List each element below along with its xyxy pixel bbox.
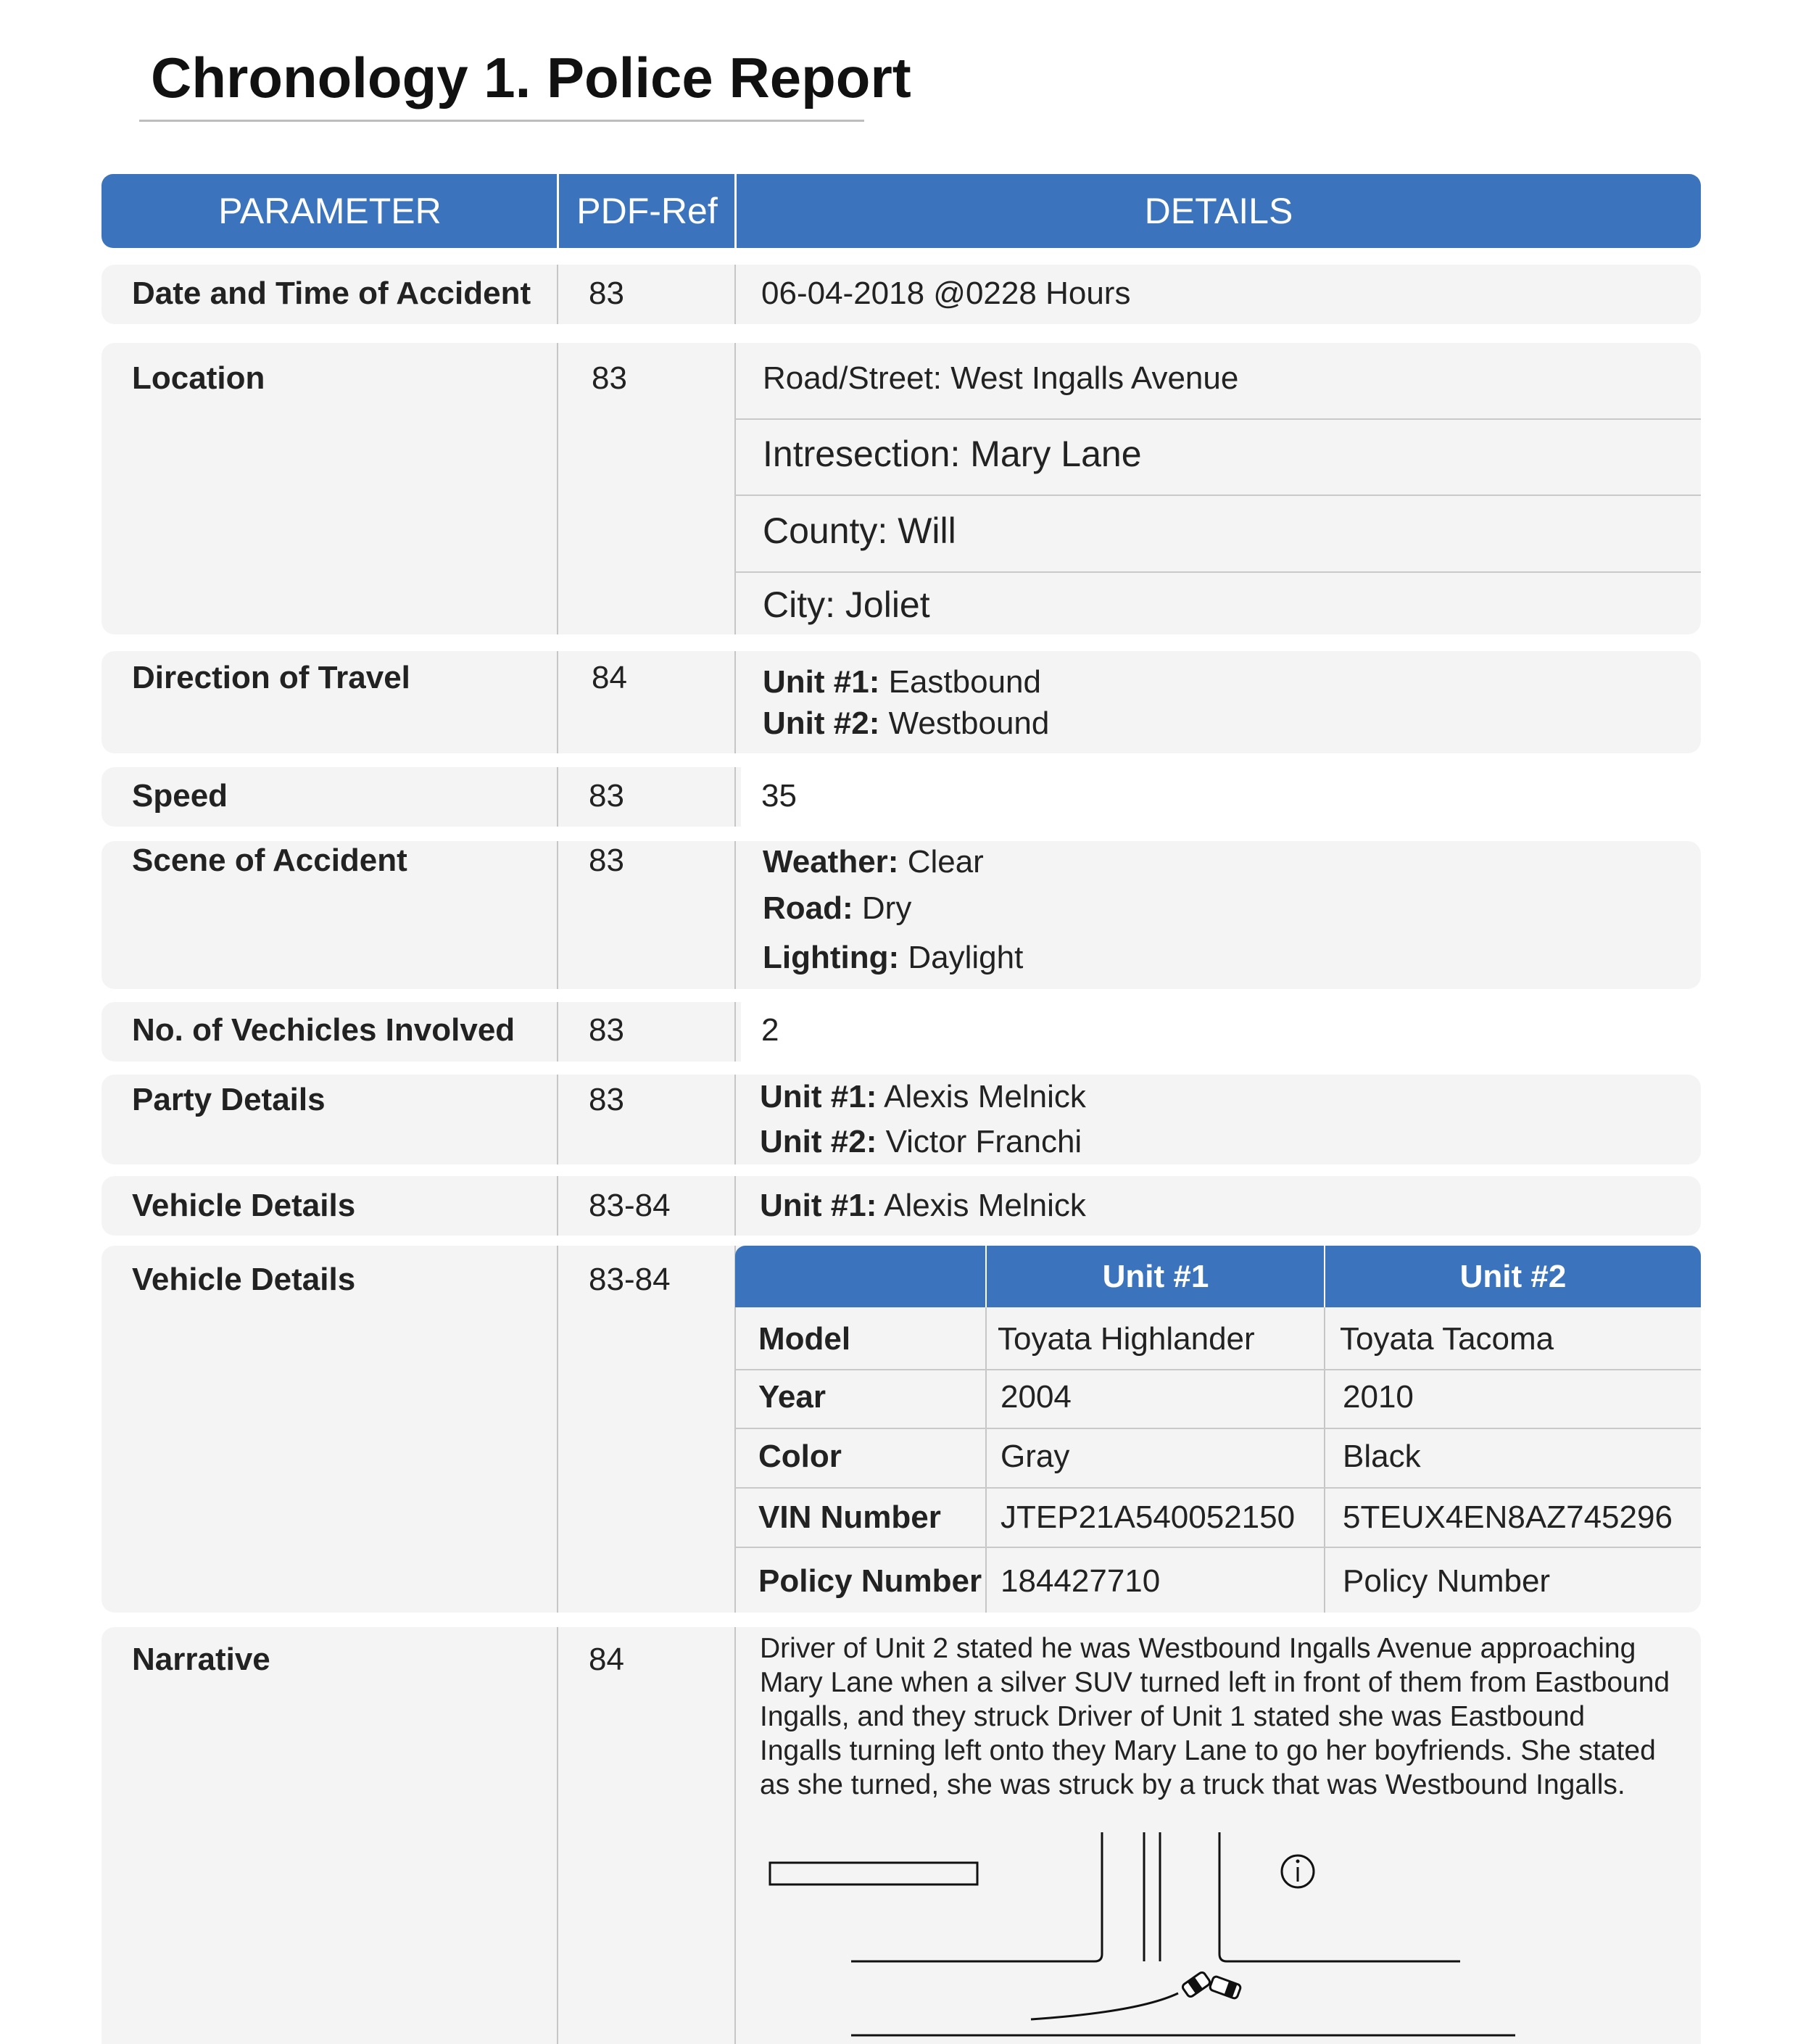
location-intersection: Intresection: Mary Lane [763, 434, 1142, 474]
color-unit2: Black [1343, 1439, 1421, 1474]
scene-road: Road: Dry [763, 890, 912, 926]
param-label: Location [132, 360, 265, 396]
param-label: Vehicle Details [132, 1188, 356, 1223]
policy-unit2: Policy Number [1343, 1563, 1551, 1599]
location-county: County: Will [763, 510, 956, 551]
color-unit1: Gray [1000, 1439, 1070, 1474]
table-header [102, 174, 1701, 248]
title-underline [139, 120, 864, 122]
pdf-ref: 84 [592, 660, 627, 695]
model-unit1: Toyata Highlander [998, 1321, 1255, 1357]
pdf-ref: 83 [589, 778, 624, 814]
pdf-ref: 83 [589, 843, 624, 878]
table-row-vehicle-details [102, 1176, 1701, 1236]
param-label: Party Details [132, 1082, 326, 1117]
diagram-rectangle [770, 1863, 977, 1884]
vin-label: VIN Number [758, 1499, 941, 1535]
table-row-party [102, 1075, 1701, 1164]
speed-value: 35 [761, 778, 797, 814]
table-row-scene [102, 841, 1701, 989]
year-unit1: 2004 [1000, 1379, 1072, 1415]
scene-weather: Weather: Clear [763, 844, 984, 880]
direction-unit2: Unit #2: Westbound [763, 706, 1050, 741]
party-unit1: Unit #1: Alexis Melnick [760, 1079, 1086, 1114]
header-parameter: PARAMETER [218, 191, 442, 231]
scene-lighting: Lighting: Daylight [763, 940, 1024, 975]
pdf-ref: 84 [589, 1642, 624, 1677]
table-row-date [102, 265, 1701, 324]
pdf-ref: 83-84 [589, 1188, 671, 1223]
pdf-ref: 83 [589, 1082, 624, 1117]
truck-icon [1209, 1976, 1241, 1999]
year-unit2: 2010 [1343, 1379, 1414, 1415]
param-label: Narrative [132, 1642, 270, 1677]
param-label: Scene of Accident [132, 843, 407, 878]
table-row-speed [102, 767, 1701, 827]
date-time-value: 06-04-2018 @0228 Hours [761, 276, 1131, 311]
vin-unit1: JTEP21A540052150 [1000, 1499, 1296, 1535]
direction-unit1: Unit #1: Eastbound [763, 664, 1041, 700]
model-label: Model [758, 1321, 851, 1357]
param-label: Date and Time of Accident [132, 276, 531, 311]
diagram-vehicle-path [1031, 1993, 1178, 2019]
location-road: Road/Street: West Ingalls Avenue [763, 360, 1239, 396]
car-icon [1182, 1971, 1211, 1998]
table-row-direction [102, 651, 1701, 753]
param-label: No. of Vechicles Involved [132, 1012, 515, 1048]
param-label: Vehicle Details [132, 1262, 356, 1297]
accident-diagram [761, 1816, 1544, 2044]
policy-unit1: 184427710 [1000, 1563, 1161, 1599]
vehicle-count-value: 2 [761, 1012, 779, 1048]
pdf-ref: 83-84 [589, 1262, 671, 1297]
vehicle-col-unit1: Unit #1 [1102, 1259, 1209, 1294]
pdf-ref: 83 [592, 360, 627, 396]
policy-label: Policy Number [758, 1563, 982, 1599]
location-city: City: Joliet [763, 584, 930, 625]
table-row-vehicle-count [102, 1002, 1701, 1062]
diagram-road-edge [1219, 1832, 1460, 1961]
page-title: Chronology 1. Police Report [151, 46, 911, 109]
vehicle-col-unit2: Unit #2 [1459, 1259, 1567, 1294]
header-details: DETAILS [1144, 191, 1293, 231]
pdf-ref: 83 [589, 276, 624, 311]
vehicle-table-header [735, 1246, 1701, 1307]
diagram-road-edge [851, 1832, 1102, 1961]
header-pdf-ref: PDF-Ref [576, 191, 718, 231]
narrative-text: Driver of Unit 2 stated he was Westbound Ingalls Avenue approaching Mary Lane when a silver SUV turned left in front of them from Eastbound Ingalls, and they struck Driver of Unit 1 stated she was Eastbound Ingalls turning left onto they Mary Lane to go her boyfriends. She stated as she turned, she was struck by a truck that was Westbound Ingalls. [760, 1633, 1670, 1800]
model-unit2: Toyata Tacoma [1340, 1321, 1554, 1357]
param-label: Speed [132, 778, 228, 814]
table-row-location [102, 343, 1701, 634]
party-unit2: Unit #2: Victor Franchi [760, 1124, 1082, 1159]
pdf-ref: 83 [589, 1012, 624, 1048]
vin-unit2: 5TEUX4EN8AZ745296 [1343, 1499, 1673, 1535]
color-label: Color [758, 1439, 842, 1474]
year-label: Year [758, 1379, 826, 1415]
vehicle-details-unit1: Unit #1: Alexis Melnick [760, 1188, 1086, 1223]
param-label: Direction of Travel [132, 660, 410, 695]
